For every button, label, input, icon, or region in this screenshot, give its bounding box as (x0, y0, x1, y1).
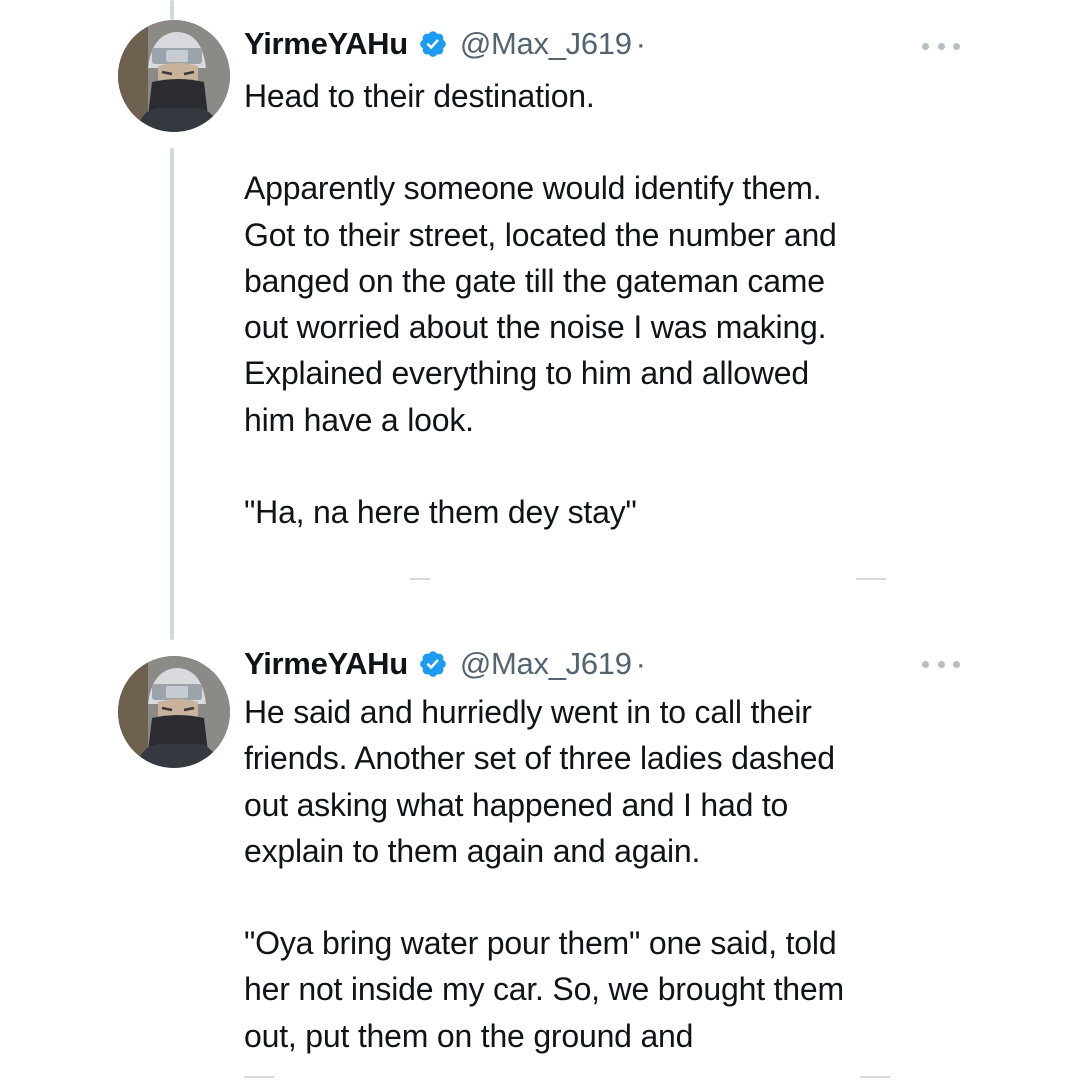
verified-badge-icon (418, 29, 448, 59)
tweet-text (244, 689, 964, 1059)
handle[interactable]: @Max_J619 (459, 26, 632, 61)
tweet-paragraph: "Ha, na here them dey stay" (244, 494, 637, 531)
tweet-paragraph: "Oya bring water pour them" one said, told her not inside my car. So, we brought them out, put them on the ground and (244, 925, 844, 1054)
tweet-header (244, 22, 646, 66)
separator: · (635, 646, 646, 681)
tweet-text (244, 73, 964, 535)
avatar[interactable] (118, 20, 230, 132)
tweet-paragraph: Head to their destination. (244, 78, 595, 114)
tweet-header (244, 642, 646, 686)
verified-badge-icon (418, 649, 448, 679)
display-name[interactable]: YirmeYAHu (244, 26, 408, 61)
avatar[interactable] (118, 656, 230, 768)
more-options-icon[interactable] (922, 658, 960, 670)
handle[interactable]: @Max_J619 (459, 646, 632, 681)
cropped-action-row (244, 1076, 274, 1078)
cropped-action-row (856, 578, 886, 580)
avatar-ninja-icon (118, 20, 230, 132)
tweet-paragraph: He said and hurriedly went in to call their friends. Another set of three ladies dashed out asking what happened and I had to explain to them again and again. (244, 694, 835, 869)
cropped-action-row (860, 1076, 890, 1078)
more-options-icon[interactable] (922, 40, 960, 52)
avatar-ninja-icon (118, 656, 230, 768)
cropped-action-row (410, 578, 430, 580)
tweet-2[interactable] (0, 640, 1080, 1080)
separator: · (635, 26, 646, 61)
tweet-paragraph: Apparently someone would identify them. Got to their street, located the number and banged on the gate till the gateman came out worried about the noise I was making. Explained everything to him and allowed him have a look. (244, 170, 837, 438)
display-name[interactable]: YirmeYAHu (244, 646, 408, 681)
